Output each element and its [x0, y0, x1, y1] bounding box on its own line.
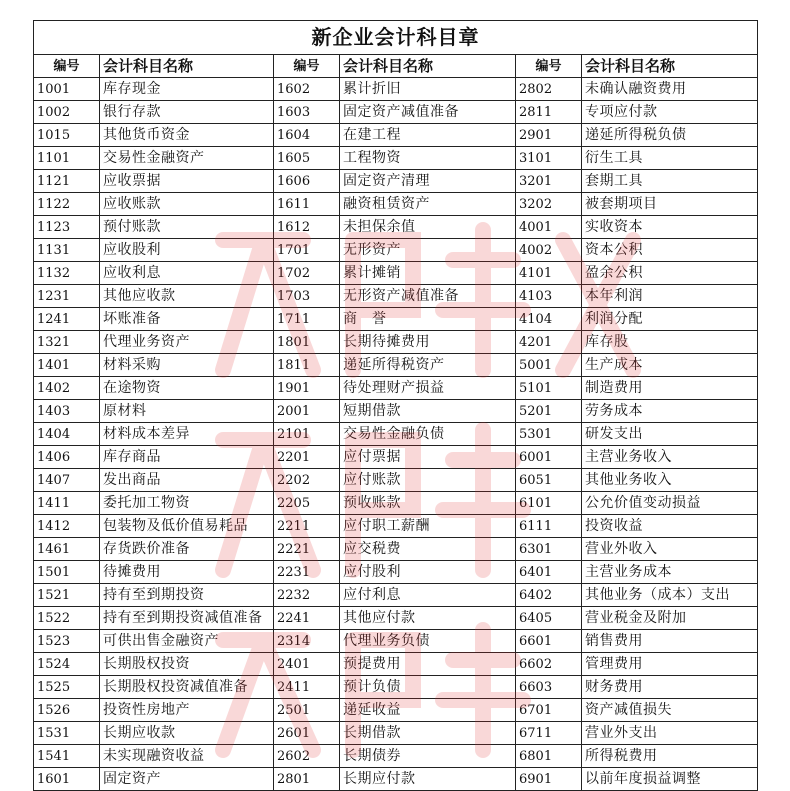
account-code: 1522 [34, 607, 100, 630]
account-code: 2601 [274, 722, 340, 745]
account-code: 2202 [274, 469, 340, 492]
table-row [34, 745, 758, 768]
table-row [34, 308, 758, 331]
column-header-name: 会计科目名称 [340, 55, 516, 78]
account-code: 1132 [34, 262, 100, 285]
column-header-name: 会计科目名称 [582, 55, 758, 78]
account-code: 2602 [274, 745, 340, 768]
account-name: 长期股权投资 [100, 653, 274, 676]
table-row [34, 538, 758, 561]
account-code: 1402 [34, 377, 100, 400]
account-name: 递延所得税资产 [340, 354, 516, 377]
account-code: 2401 [274, 653, 340, 676]
account-name: 销售费用 [582, 630, 758, 653]
account-name: 利润分配 [582, 308, 758, 331]
account-name: 未确认融资费用 [582, 78, 758, 101]
column-header-code: 编号 [274, 55, 340, 78]
account-name: 其他货币资金 [100, 124, 274, 147]
account-code: 2241 [274, 607, 340, 630]
account-code: 1411 [34, 492, 100, 515]
account-name: 预计负债 [340, 676, 516, 699]
account-code: 1702 [274, 262, 340, 285]
account-code: 1321 [34, 331, 100, 354]
account-code: 5101 [516, 377, 582, 400]
account-name: 长期待摊费用 [340, 331, 516, 354]
account-name: 累计折旧 [340, 78, 516, 101]
account-name: 以前年度损益调整 [582, 768, 758, 791]
page-title: 新企业会计科目章 [34, 21, 758, 55]
table-row [34, 377, 758, 400]
account-name: 管理费用 [582, 653, 758, 676]
table-row [34, 492, 758, 515]
account-code: 2501 [274, 699, 340, 722]
account-name: 递延收益 [340, 699, 516, 722]
account-name: 本年利润 [582, 285, 758, 308]
account-name: 公允价值变动损益 [582, 492, 758, 515]
account-code: 1604 [274, 124, 340, 147]
account-name: 其他应收款 [100, 285, 274, 308]
account-code: 1231 [34, 285, 100, 308]
account-name: 生产成本 [582, 354, 758, 377]
table-row [34, 653, 758, 676]
table-row [34, 262, 758, 285]
account-name: 预付账款 [100, 216, 274, 239]
account-code: 1521 [34, 584, 100, 607]
account-code: 1401 [34, 354, 100, 377]
account-code: 2314 [274, 630, 340, 653]
account-name: 原材料 [100, 400, 274, 423]
table-row [34, 285, 758, 308]
account-code: 1703 [274, 285, 340, 308]
account-code: 6801 [516, 745, 582, 768]
account-name: 固定资产 [100, 768, 274, 791]
account-code: 1412 [34, 515, 100, 538]
account-name: 投资性房地产 [100, 699, 274, 722]
account-code: 2201 [274, 446, 340, 469]
account-code: 6111 [516, 515, 582, 538]
account-name: 研发支出 [582, 423, 758, 446]
account-name: 包装物及低价值易耗品 [100, 515, 274, 538]
account-code: 6402 [516, 584, 582, 607]
account-code: 2231 [274, 561, 340, 584]
account-name: 营业外收入 [582, 538, 758, 561]
account-name: 其他业务收入 [582, 469, 758, 492]
account-name: 累计摊销 [340, 262, 516, 285]
account-name: 持有至到期投资 [100, 584, 274, 607]
account-name: 长期股权投资减值准备 [100, 676, 274, 699]
table-row [34, 78, 758, 101]
table-row [34, 193, 758, 216]
table-row [34, 561, 758, 584]
account-name: 库存股 [582, 331, 758, 354]
account-code: 1407 [34, 469, 100, 492]
account-name: 库存现金 [100, 78, 274, 101]
column-header-name: 会计科目名称 [100, 55, 274, 78]
account-code: 2211 [274, 515, 340, 538]
account-name: 应付利息 [340, 584, 516, 607]
account-code: 1523 [34, 630, 100, 653]
account-code: 1605 [274, 147, 340, 170]
account-code-sheet [33, 20, 757, 787]
account-name: 待处理财产损益 [340, 377, 516, 400]
account-name: 未担保余值 [340, 216, 516, 239]
account-code: 1541 [34, 745, 100, 768]
account-name: 营业外支出 [582, 722, 758, 745]
account-code: 1404 [34, 423, 100, 446]
account-name: 银行存款 [100, 101, 274, 124]
account-name: 交易性金融资产 [100, 147, 274, 170]
table-row [34, 722, 758, 745]
account-code: 1015 [34, 124, 100, 147]
account-name: 制造费用 [582, 377, 758, 400]
account-code: 1531 [34, 722, 100, 745]
table-row [34, 400, 758, 423]
table-row [34, 124, 758, 147]
account-code: 4002 [516, 239, 582, 262]
account-code: 1461 [34, 538, 100, 561]
account-code: 1526 [34, 699, 100, 722]
account-code: 2411 [274, 676, 340, 699]
account-code: 1612 [274, 216, 340, 239]
account-code: 4001 [516, 216, 582, 239]
account-code: 1122 [34, 193, 100, 216]
account-code: 6603 [516, 676, 582, 699]
account-name: 材料成本差异 [100, 423, 274, 446]
account-name: 预收账款 [340, 492, 516, 515]
table-row [34, 170, 758, 193]
account-code: 2802 [516, 78, 582, 101]
account-name: 无形资产 [340, 239, 516, 262]
account-name: 在建工程 [340, 124, 516, 147]
account-name: 固定资产减值准备 [340, 101, 516, 124]
account-name: 商 誉 [340, 308, 516, 331]
account-name: 无形资产减值准备 [340, 285, 516, 308]
account-name: 短期借款 [340, 400, 516, 423]
account-code: 2901 [516, 124, 582, 147]
account-code: 1525 [34, 676, 100, 699]
table-row [34, 216, 758, 239]
account-code: 1701 [274, 239, 340, 262]
table-row [34, 584, 758, 607]
account-code: 2205 [274, 492, 340, 515]
account-code: 3202 [516, 193, 582, 216]
account-name: 劳务成本 [582, 400, 758, 423]
account-code: 6602 [516, 653, 582, 676]
account-name: 应付票据 [340, 446, 516, 469]
account-code: 4103 [516, 285, 582, 308]
account-name: 资产减值损失 [582, 699, 758, 722]
account-code-table [33, 20, 758, 791]
account-name: 专项应付款 [582, 101, 758, 124]
account-name: 应收票据 [100, 170, 274, 193]
account-code: 1602 [274, 78, 340, 101]
account-code: 6405 [516, 607, 582, 630]
column-header-code: 编号 [516, 55, 582, 78]
account-name: 存货跌价准备 [100, 538, 274, 561]
account-name: 发出商品 [100, 469, 274, 492]
account-name: 长期应付款 [340, 768, 516, 791]
account-name: 库存商品 [100, 446, 274, 469]
table-row [34, 423, 758, 446]
account-code: 1901 [274, 377, 340, 400]
account-code: 1801 [274, 331, 340, 354]
table-row [34, 147, 758, 170]
table-row [34, 446, 758, 469]
account-code: 6601 [516, 630, 582, 653]
table-row [34, 101, 758, 124]
account-code: 4201 [516, 331, 582, 354]
account-name: 财务费用 [582, 676, 758, 699]
table-row [34, 630, 758, 653]
account-name: 应付职工薪酬 [340, 515, 516, 538]
table-row [34, 331, 758, 354]
account-code: 1241 [34, 308, 100, 331]
account-code: 6051 [516, 469, 582, 492]
account-name: 工程物资 [340, 147, 516, 170]
account-name: 其他业务（成本）支出 [582, 584, 758, 607]
account-code: 1524 [34, 653, 100, 676]
account-name: 坏账准备 [100, 308, 274, 331]
account-code: 5201 [516, 400, 582, 423]
account-code: 6901 [516, 768, 582, 791]
account-name: 应收股利 [100, 239, 274, 262]
account-name: 材料采购 [100, 354, 274, 377]
account-code: 1501 [34, 561, 100, 584]
account-name: 未实现融资收益 [100, 745, 274, 768]
account-name: 可供出售金融资产 [100, 630, 274, 653]
account-code: 1001 [34, 78, 100, 101]
account-name: 交易性金融负债 [340, 423, 516, 446]
account-name: 套期工具 [582, 170, 758, 193]
account-name: 营业税金及附加 [582, 607, 758, 630]
account-name: 代理业务负债 [340, 630, 516, 653]
account-name: 所得税费用 [582, 745, 758, 768]
account-name: 应付账款 [340, 469, 516, 492]
account-code: 1123 [34, 216, 100, 239]
account-code: 1711 [274, 308, 340, 331]
account-name: 委托加工物资 [100, 492, 274, 515]
account-name: 长期应收款 [100, 722, 274, 745]
account-name: 应交税费 [340, 538, 516, 561]
account-code: 1002 [34, 101, 100, 124]
account-code: 4101 [516, 262, 582, 285]
account-code: 2101 [274, 423, 340, 446]
account-code: 2232 [274, 584, 340, 607]
account-name: 衍生工具 [582, 147, 758, 170]
account-code: 1403 [34, 400, 100, 423]
account-name: 应收账款 [100, 193, 274, 216]
table-row [34, 699, 758, 722]
account-code: 2001 [274, 400, 340, 423]
account-name: 代理业务资产 [100, 331, 274, 354]
account-code: 5301 [516, 423, 582, 446]
account-code: 6701 [516, 699, 582, 722]
account-code: 6101 [516, 492, 582, 515]
account-name: 在途物资 [100, 377, 274, 400]
account-name: 主营业务成本 [582, 561, 758, 584]
table-row [34, 469, 758, 492]
account-code: 5001 [516, 354, 582, 377]
account-code: 1603 [274, 101, 340, 124]
account-code: 6711 [516, 722, 582, 745]
account-name: 长期借款 [340, 722, 516, 745]
account-name: 长期债券 [340, 745, 516, 768]
account-code: 2221 [274, 538, 340, 561]
account-code: 2811 [516, 101, 582, 124]
table-row [34, 768, 758, 791]
table-row [34, 239, 758, 262]
account-name: 融资租赁资产 [340, 193, 516, 216]
account-code: 1601 [34, 768, 100, 791]
account-code: 1606 [274, 170, 340, 193]
account-code: 1131 [34, 239, 100, 262]
account-name: 固定资产清理 [340, 170, 516, 193]
account-code: 1101 [34, 147, 100, 170]
account-name: 待摊费用 [100, 561, 274, 584]
account-code: 1811 [274, 354, 340, 377]
account-code: 2801 [274, 768, 340, 791]
account-name: 投资收益 [582, 515, 758, 538]
account-code: 3201 [516, 170, 582, 193]
account-code: 4104 [516, 308, 582, 331]
account-name: 盈余公积 [582, 262, 758, 285]
account-name: 持有至到期投资减值准备 [100, 607, 274, 630]
header-row [34, 55, 758, 78]
table-row [34, 676, 758, 699]
account-name: 应收利息 [100, 262, 274, 285]
account-code: 6301 [516, 538, 582, 561]
account-code: 1121 [34, 170, 100, 193]
account-name: 实收资本 [582, 216, 758, 239]
account-name: 被套期项目 [582, 193, 758, 216]
account-name: 递延所得税负债 [582, 124, 758, 147]
account-code: 1406 [34, 446, 100, 469]
table-row [34, 515, 758, 538]
account-code: 6401 [516, 561, 582, 584]
column-header-code: 编号 [34, 55, 100, 78]
account-name: 其他应付款 [340, 607, 516, 630]
account-code: 1611 [274, 193, 340, 216]
account-code: 6001 [516, 446, 582, 469]
table-row [34, 354, 758, 377]
account-code: 3101 [516, 147, 582, 170]
table-row [34, 607, 758, 630]
account-name: 应付股利 [340, 561, 516, 584]
account-name: 资本公积 [582, 239, 758, 262]
account-name: 主营业务收入 [582, 446, 758, 469]
account-name: 预提费用 [340, 653, 516, 676]
table-body [34, 78, 758, 791]
